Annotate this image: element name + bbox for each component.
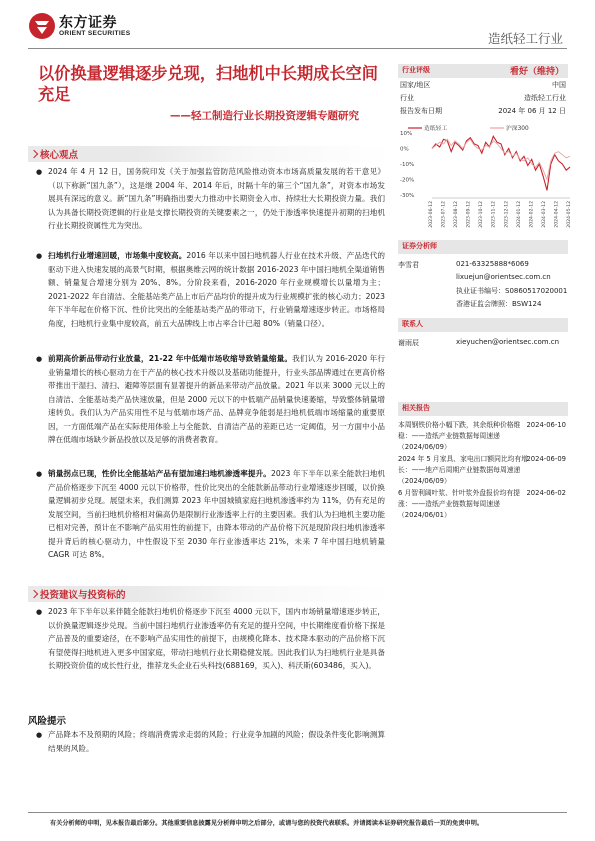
related-reports-block [398, 402, 568, 522]
analyst-block [398, 240, 568, 310]
report-title: 以价换量逻辑逐步兑现，扫地机中长期成长空间充足 [38, 64, 378, 104]
bullet-icon: ● [36, 470, 43, 478]
invest-paragraph: 2023 年下半年以来伴随全能款扫地机价格逐步下沉至 4000 元以下，国内市场销量增速逐步转正，以价换量逻辑逐步兑现。当前中国扫地机行业渗透率仍有充足的提升空间，中长期维度看价格下探是产品普及的重要途径，在不影响产品实用性的前提下，由规模化降本、技术降本驱动的产品价格下沉有望使得扫地机进入更多中国家庭，带动扫地机行业长期稳健发展。因此我们认为扫地机行业是具备长期投资价值的成长性行业，推荐龙头企业石头科技(688169，买入)、科沃斯(603486，买入)。 [48, 607, 385, 670]
x-tick-label: 2024-01-12 [516, 201, 522, 228]
related-report-title[interactable]: 本周钢铁价格小幅下跌，其余纸种价格维稳：——造纸产业链数据每周速递（2024/06/09） [398, 421, 521, 451]
core-paragraph-2-body: 2016 年以来中国扫地机器人行业在技术升级、产品迭代的驱动下进入快速发展的高景气时期，根据奥维云网的统计数据 2016-2023 年中国扫地机全渠道销售额、销量复合增速分别为 20%、8%。分阶段来看，2016-2020 年行业规模增长以量增为主；2021-2022 年自清洁、全能基站类产品上市后产品均价的提升成为行业规模扩张的核心动力；2023 年下半年起在价格下沉、性价比突出的全能基站类产品的带动下，行业销量增速逐步转正。市场格局角度，扫地机行业集中度较高，前五大品牌线上市占率合计已超 80%（销量口径）。 [48, 251, 385, 328]
info-key: 报告发布日期 [400, 107, 442, 115]
risk-title: 风险提示 [28, 716, 67, 727]
analyst-hk-license: 香港证监会牌照：BSW124 [456, 300, 542, 308]
core-paragraph-1: 2024 年 4 月 12 日，国务院印发《关于加强监管防范风险推动资本市场高质量发展的若干意见》（以下称新“国九条”），这是继 2004 年、2014 年后，时隔十年的第三个“国九条”，对资本市场发展具有深远的意义。新“国九条”明确指出要大力推动中长期资金入市、持续壮大长期投资力量。我们认为具备长期投资逻辑的行业是支撑长期投资的关键要素之一，仍处于渗透率快速提升初期的扫地机行业长期投资属性尤为突出。 [48, 167, 385, 230]
info-value: 造纸轻工行业 [524, 94, 566, 102]
related-bar [398, 402, 568, 416]
bullet-icon: ● [36, 608, 43, 616]
analyst-row [398, 284, 568, 297]
analyst-bar [398, 240, 568, 254]
bullet-icon: ● [36, 355, 43, 363]
analyst-name: 李雪君 [398, 261, 419, 269]
x-tick-label: 2024-04-12 [554, 201, 560, 228]
logo-text-cn: 东方证券 [59, 15, 117, 31]
header-divider [28, 48, 567, 49]
related-report-date: 2024-06-09 [526, 455, 566, 463]
industry-label: 造纸轻工行业 [487, 31, 563, 46]
bullet-icon: ● [36, 168, 43, 176]
logo-mark-icon [28, 12, 56, 40]
info-key: 行业 [400, 94, 414, 102]
legend-label: 造纸轻工 [424, 126, 448, 132]
related-report-item[interactable] [398, 488, 568, 522]
y-tick-label: 0% [400, 146, 409, 153]
rating-label: 行业评级 [402, 66, 430, 74]
info-key: 国家/地区 [400, 81, 431, 89]
core-paragraph-4 [48, 467, 385, 562]
analyst-header: 证券分析师 [402, 242, 437, 250]
y-tick-label: -10% [400, 162, 415, 168]
related-report-title[interactable]: 2024 年 5 月家具、家电出口额同比均有增长：——地产后周期产业链数据每周速递（2024/06/09） [398, 455, 529, 485]
core-paragraph-2 [48, 249, 385, 330]
legend-label: 沪深300 [506, 126, 529, 132]
x-tick-label: 2023-07-12 [441, 201, 447, 228]
x-tick-label: 2024-05-12 [567, 201, 572, 228]
related-report-item[interactable] [398, 420, 568, 454]
info-row [398, 91, 568, 104]
core-paragraph-2-lead: 扫地机行业增速回暖，市场集中度较高。 [48, 251, 187, 260]
checkmark-icon [30, 150, 38, 158]
core-paragraph-4-body: 2023 年下半年以来全能款扫地机产品价格逐步下沉至 4000 元以下价格带，性价比突出的全能款新品带动行业增速逐步回暖，以价换量逻辑初步兑现。展望未来，我们测算 2023 年中国城镇家庭扫地机渗透率约为 11%，仍有充足的发展空间，当前扫地机价格相对偏高仍是限制行业渗透率上行的主要因素。我们认为扫地机主要功能已相对完善，预计在不影响产品实用性的前提下，由降本带动的产品价格下沉是现阶段扫地机渗透率提升背后的核心驱动力，中性假设下至 2030 年行业渗透率达 21%，未来 7 年中国扫地机销量 CAGR 可达 8%。 [48, 469, 385, 559]
bullet-icon: ● [36, 252, 43, 260]
info-value: 2024 年 06 月 12 日 [498, 107, 566, 115]
info-row [398, 78, 568, 91]
related-report-date: 2024-06-02 [526, 489, 566, 497]
disclaimer: 有关分析师的申明，见本报告最后部分。其他重要信息披露见分析师申明之后部分，或请与您的投资代表联系。并请阅读本证券研究报告最后一页的免责申明。 [50, 820, 484, 827]
invest-section-header [28, 586, 390, 602]
x-tick-label: 2024-03-12 [541, 201, 547, 228]
analyst-row [398, 297, 568, 310]
rating-block [398, 64, 568, 117]
y-tick-label: -30% [400, 192, 415, 199]
related-report-item[interactable] [398, 454, 568, 488]
x-tick-label: 2023-08-12 [454, 201, 460, 228]
related-report-date: 2024-06-10 [526, 421, 566, 429]
rating-bar [398, 64, 568, 78]
x-tick-label: 2023-12-12 [504, 201, 510, 228]
analyst-license: 执业证书编号：S0860517020001 [456, 287, 568, 295]
x-tick-label: 2024-02-12 [529, 201, 535, 228]
contact-name: 谢雨辰 [398, 339, 419, 347]
analyst-row [398, 258, 568, 271]
core-section-label: 核心观点 [40, 150, 79, 161]
contact-email[interactable]: xieyuchen@orientsec.com.cn [456, 338, 560, 346]
related-report-title[interactable]: 6 月智利阔叶浆、针叶浆外盘报价均有提涨：——造纸产业链数据每周速递（2024/06/01） [398, 489, 521, 519]
risk-paragraph: 产品降本不及预期的风险；终端消费需求走弱的风险；行业竞争加剧的风险；假设条件变化影响测算结果的风险。 [48, 730, 385, 753]
related-header: 相关报告 [402, 404, 430, 412]
invest-section-label: 投资建议与投资标的 [40, 590, 126, 601]
rating-value: 看好（维持） [509, 67, 564, 77]
checkmark-icon [30, 590, 38, 598]
contact-bar [398, 318, 568, 332]
x-tick-label: 2023-09-12 [466, 201, 472, 228]
core-paragraph-3-body: 我们认为 2016-2020 年行业销量增长的核心驱动力在于产品的核心技术升级以及基础功能提升，行业头部品牌通过在更高价格带推出干湿扫、清扫、避障等层面有显著提升的新品来带动产品放量。2021 年以来 3000 元以上的自清洁、全能基站类产品快速放量，但是 2000 元以下的中低端产品销量快速萎缩，导致整体销量增速转负。我们认为产品实用性不足与低端市场产品、品牌竞争能弱是扫地机低端市场缩量的重要原因，一方面低端产品在实际使用体验上与全能款、自清洁产品的差距已达一定阈值，另一方面中小品牌在低端市场缺少新品投放以及足够的消费者教育。 [48, 354, 385, 444]
x-tick-label: 2023-11-12 [491, 201, 497, 228]
report-subtitle: ——轻工制造行业长期投资逻辑专题研究 [170, 110, 359, 122]
y-tick-label: 10% [400, 131, 413, 138]
contact-row [398, 336, 568, 349]
analyst-email[interactable]: lixuejun@orientsec.com.cn [456, 273, 551, 281]
performance-chart [398, 122, 573, 232]
info-value: 中国 [552, 81, 566, 89]
info-row [398, 104, 568, 117]
core-paragraph-3-lead: 前期高价新品带动行业放量，21-22 年中低端市场收缩导致销量缩量。 [48, 354, 293, 363]
core-section-header [28, 146, 390, 162]
core-paragraph-3 [48, 352, 385, 447]
x-tick-label: 2023-10-12 [479, 201, 485, 228]
contact-block [398, 318, 568, 349]
core-paragraph-4-lead: 销量拐点已现，性价比全能基站产品有望加速扫地机渗透率提升。 [48, 469, 271, 478]
bullet-icon: ● [36, 731, 43, 739]
x-tick-label: 2023-06-12 [429, 201, 434, 228]
footer-divider [28, 812, 567, 813]
logo-text-en: ORIENT SECURITIES [59, 30, 131, 37]
company-logo [28, 12, 146, 42]
y-tick-label: -20% [400, 177, 415, 184]
analyst-contact: 021-63325888*6069 [456, 260, 529, 268]
analyst-row [398, 271, 568, 284]
contact-header: 联系人 [402, 320, 423, 328]
page-header [0, 0, 595, 48]
